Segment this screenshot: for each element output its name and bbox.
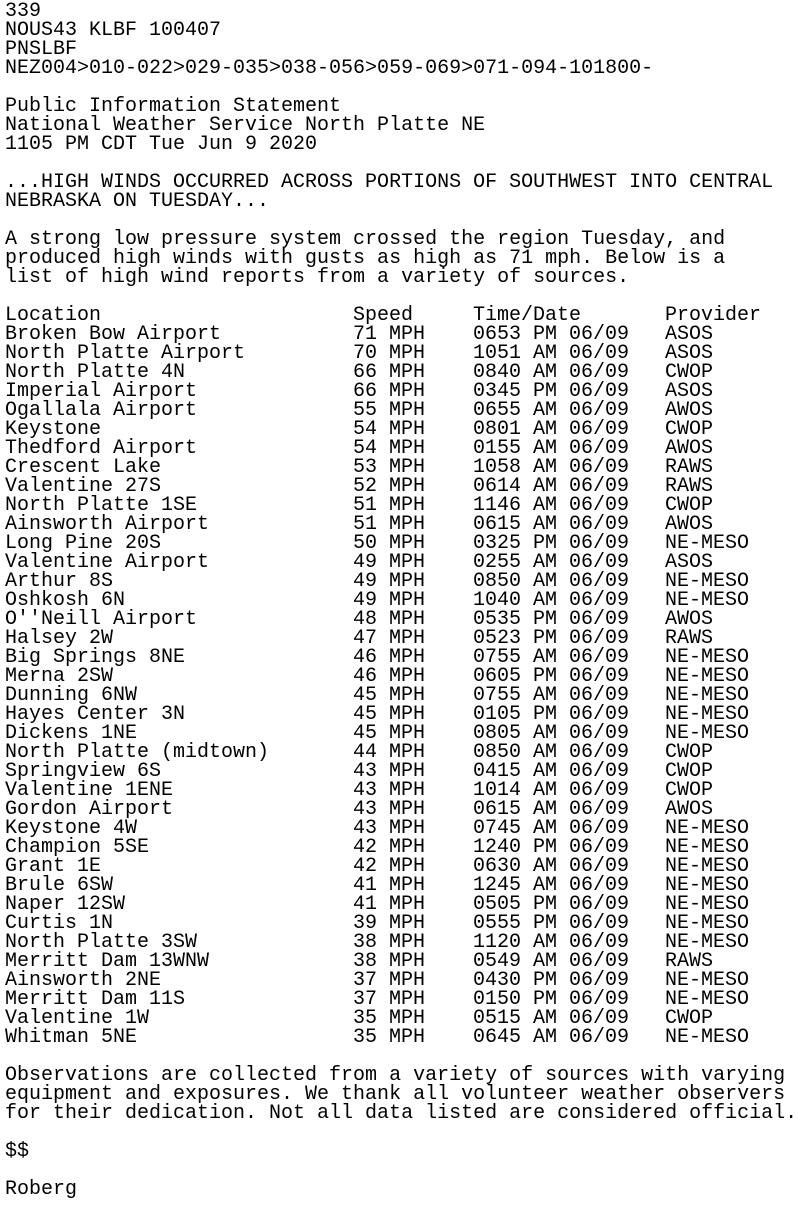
row-provider: NE-MESO xyxy=(665,836,750,859)
row-location: Ogallala Airport xyxy=(5,399,198,422)
row-provider: ASOS xyxy=(665,323,714,346)
row-time-date: 0505 PM 06/09 xyxy=(473,893,630,916)
row-provider: ASOS xyxy=(665,551,714,574)
row-speed: 71 MPH xyxy=(353,323,426,346)
row-time-date: 0615 AM 06/09 xyxy=(473,513,630,536)
row-time-date: 0850 AM 06/09 xyxy=(473,741,630,764)
row-time-date: 0850 AM 06/09 xyxy=(473,570,630,593)
row-provider: AWOS xyxy=(665,513,714,536)
row-speed: 45 MPH xyxy=(353,703,426,726)
row-provider: CWOP xyxy=(665,418,714,441)
product-title: Public Information Statement xyxy=(5,95,342,118)
row-location: North Platte 1SE xyxy=(5,494,198,517)
row-time-date: 0655 AM 06/09 xyxy=(473,399,630,422)
row-location: Dickens 1NE xyxy=(5,722,138,745)
row-time-date: 1051 AM 06/09 xyxy=(473,342,630,365)
row-speed: 46 MPH xyxy=(353,646,426,669)
row-provider: NE-MESO xyxy=(665,684,750,707)
row-speed: 41 MPH xyxy=(353,874,426,897)
row-speed: 43 MPH xyxy=(353,798,426,821)
row-speed: 49 MPH xyxy=(353,570,426,593)
row-speed: 55 MPH xyxy=(353,399,426,422)
header-time-date: Time/Date xyxy=(473,304,582,327)
row-provider: NE-MESO xyxy=(665,988,750,1011)
intro-line-2: produced high winds with gusts as high as 71 mph. Below is a xyxy=(5,247,726,270)
row-location: Ainsworth 2NE xyxy=(5,969,162,992)
row-location: Crescent Lake xyxy=(5,456,162,479)
row-speed: 53 MPH xyxy=(353,456,426,479)
row-time-date: 0755 AM 06/09 xyxy=(473,684,630,707)
row-time-date: 0415 AM 06/09 xyxy=(473,760,630,783)
row-speed: 45 MPH xyxy=(353,722,426,745)
blank-line xyxy=(5,1161,797,1180)
row-time-date: 0840 AM 06/09 xyxy=(473,361,630,384)
row-provider: AWOS xyxy=(665,437,714,460)
sequence-number: 339 xyxy=(5,0,42,23)
row-speed: 47 MPH xyxy=(353,627,426,650)
row-time-date: 0345 PM 06/09 xyxy=(473,380,630,403)
row-time-date: 1146 AM 06/09 xyxy=(473,494,630,517)
awips-id: PNSLBF xyxy=(5,38,78,61)
row-speed: 41 MPH xyxy=(353,893,426,916)
row-speed: 43 MPH xyxy=(353,760,426,783)
row-location: Gordon Airport xyxy=(5,798,174,821)
row-location: Valentine 1ENE xyxy=(5,779,174,802)
row-time-date: 1240 PM 06/09 xyxy=(473,836,630,859)
row-speed: 45 MPH xyxy=(353,684,426,707)
row-provider: NE-MESO xyxy=(665,532,750,555)
row-speed: 54 MPH xyxy=(353,418,426,441)
row-time-date: 0614 AM 06/09 xyxy=(473,475,630,498)
row-location: Keystone xyxy=(5,418,102,441)
row-provider: RAWS xyxy=(665,475,714,498)
row-location: Brule 6SW xyxy=(5,874,114,897)
row-time-date: 0555 PM 06/09 xyxy=(473,912,630,935)
row-time-date: 0155 AM 06/09 xyxy=(473,437,630,460)
row-time-date: 1014 AM 06/09 xyxy=(473,779,630,802)
issue-time: 1105 PM CDT Tue Jun 9 2020 xyxy=(5,133,318,156)
row-time-date: 0535 PM 06/09 xyxy=(473,608,630,631)
row-provider: NE-MESO xyxy=(665,703,750,726)
issuing-office: National Weather Service North Platte NE xyxy=(5,114,486,137)
row-time-date: 0523 PM 06/09 xyxy=(473,627,630,650)
row-speed: 52 MPH xyxy=(353,475,426,498)
row-speed: 42 MPH xyxy=(353,836,426,859)
row-provider: NE-MESO xyxy=(665,874,750,897)
row-speed: 49 MPH xyxy=(353,551,426,574)
row-provider: NE-MESO xyxy=(665,855,750,878)
intro-line-1: A strong low pressure system crossed the region Tuesday, and xyxy=(5,228,726,251)
header-provider: Provider xyxy=(665,304,762,327)
row-location: Long Pine 20S xyxy=(5,532,162,555)
row-time-date: 0801 AM 06/09 xyxy=(473,418,630,441)
row-time-date: 1040 AM 06/09 xyxy=(473,589,630,612)
row-provider: ASOS xyxy=(665,380,714,403)
row-location: Ainsworth Airport xyxy=(5,513,210,536)
row-provider: NE-MESO xyxy=(665,646,750,669)
row-location: Hayes Center 3N xyxy=(5,703,186,726)
row-provider: CWOP xyxy=(665,361,714,384)
row-location: North Platte Airport xyxy=(5,342,246,365)
row-location: Big Springs 8NE xyxy=(5,646,186,669)
row-time-date: 0653 PM 06/09 xyxy=(473,323,630,346)
row-provider: CWOP xyxy=(665,741,714,764)
row-location: Valentine 27S xyxy=(5,475,162,498)
row-speed: 37 MPH xyxy=(353,988,426,1011)
row-location: Grant 1E xyxy=(5,855,102,878)
row-provider: NE-MESO xyxy=(665,1026,750,1049)
row-speed: 42 MPH xyxy=(353,855,426,878)
row-provider: NE-MESO xyxy=(665,912,750,935)
row-time-date: 1245 AM 06/09 xyxy=(473,874,630,897)
row-speed: 46 MPH xyxy=(353,665,426,688)
product-text xyxy=(5,2,797,1199)
row-location: Dunning 6NW xyxy=(5,684,138,707)
row-speed: 54 MPH xyxy=(353,437,426,460)
row-provider: RAWS xyxy=(665,950,714,973)
row-time-date: 0549 AM 06/09 xyxy=(473,950,630,973)
row-time-date: 0255 AM 06/09 xyxy=(473,551,630,574)
row-provider: NE-MESO xyxy=(665,589,750,612)
row-speed: 38 MPH xyxy=(353,931,426,954)
row-location: Valentine 1W xyxy=(5,1007,150,1030)
row-provider: CWOP xyxy=(665,1007,714,1030)
row-time-date: 0430 PM 06/09 xyxy=(473,969,630,992)
row-location: North Platte (midtown) xyxy=(5,741,270,764)
row-provider: AWOS xyxy=(665,798,714,821)
row-location: North Platte 3SW xyxy=(5,931,198,954)
footer-line-2: equipment and exposures. We thank all volunteer weather observers xyxy=(5,1083,786,1106)
row-location: Springview 6S xyxy=(5,760,162,783)
row-location: Merna 2SW xyxy=(5,665,114,688)
header-location: Location xyxy=(5,304,102,327)
footer-line-1: Observations are collected from a variety of sources with varying xyxy=(5,1064,786,1087)
row-speed: 51 MPH xyxy=(353,513,426,536)
row-time-date: 0645 AM 06/09 xyxy=(473,1026,630,1049)
row-speed: 66 MPH xyxy=(353,380,426,403)
row-location: Broken Bow Airport xyxy=(5,323,222,346)
row-speed: 48 MPH xyxy=(353,608,426,631)
row-time-date: 0745 AM 06/09 xyxy=(473,817,630,840)
row-speed: 43 MPH xyxy=(353,779,426,802)
header-speed: Speed xyxy=(353,304,414,327)
row-provider: NE-MESO xyxy=(665,893,750,916)
row-speed: 39 MPH xyxy=(353,912,426,935)
row-time-date: 1058 AM 06/09 xyxy=(473,456,630,479)
row-location: Oshkosh 6N xyxy=(5,589,126,612)
row-location: Halsey 2W xyxy=(5,627,114,650)
row-location: Thedford Airport xyxy=(5,437,198,460)
row-location: Whitman 5NE xyxy=(5,1026,138,1049)
row-speed: 44 MPH xyxy=(353,741,426,764)
row-speed: 51 MPH xyxy=(353,494,426,517)
row-time-date: 0615 AM 06/09 xyxy=(473,798,630,821)
row-speed: 43 MPH xyxy=(353,817,426,840)
blank-line xyxy=(5,1123,797,1142)
row-location: Champion 5SE xyxy=(5,836,150,859)
row-provider: NE-MESO xyxy=(665,969,750,992)
row-provider: NE-MESO xyxy=(665,665,750,688)
headline-line-1: ...HIGH WINDS OCCURRED ACROSS PORTIONS OF SOUTHWEST INTO CENTRAL xyxy=(5,171,774,194)
row-time-date: 0515 AM 06/09 xyxy=(473,1007,630,1030)
headline-line-2: NEBRASKA ON TUESDAY... xyxy=(5,190,270,213)
row-location: O''Neill Airport xyxy=(5,608,198,631)
row-speed: 38 MPH xyxy=(353,950,426,973)
forecaster-signature: Roberg xyxy=(5,1178,78,1201)
row-location: Keystone 4W xyxy=(5,817,138,840)
row-location: Imperial Airport xyxy=(5,380,198,403)
row-time-date: 0150 PM 06/09 xyxy=(473,988,630,1011)
row-time-date: 0755 AM 06/09 xyxy=(473,646,630,669)
wind-report-rows xyxy=(5,325,797,1047)
row-time-date: 0805 AM 06/09 xyxy=(473,722,630,745)
row-time-date: 0325 PM 06/09 xyxy=(473,532,630,555)
row-provider: CWOP xyxy=(665,494,714,517)
row-provider: NE-MESO xyxy=(665,570,750,593)
row-location: Merritt Dam 11S xyxy=(5,988,186,1011)
row-time-date: 0605 PM 06/09 xyxy=(473,665,630,688)
row-speed: 50 MPH xyxy=(353,532,426,555)
row-speed: 35 MPH xyxy=(353,1026,426,1049)
row-provider: NE-MESO xyxy=(665,817,750,840)
row-location: North Platte 4N xyxy=(5,361,186,384)
row-speed: 70 MPH xyxy=(353,342,426,365)
row-provider: NE-MESO xyxy=(665,931,750,954)
row-location: Valentine Airport xyxy=(5,551,210,574)
row-speed: 66 MPH xyxy=(353,361,426,384)
row-location: Naper 12SW xyxy=(5,893,126,916)
row-speed: 37 MPH xyxy=(353,969,426,992)
footer-line-3: for their dedication. Not all data listed are considered official. xyxy=(5,1102,798,1125)
row-provider: NE-MESO xyxy=(665,722,750,745)
row-provider: RAWS xyxy=(665,627,714,650)
row-provider: ASOS xyxy=(665,342,714,365)
row-location: Curtis 1N xyxy=(5,912,114,935)
row-speed: 49 MPH xyxy=(353,589,426,612)
row-location: Arthur 8S xyxy=(5,570,114,593)
row-time-date: 0630 AM 06/09 xyxy=(473,855,630,878)
row-location: Merritt Dam 13WNW xyxy=(5,950,210,973)
intro-line-3: list of high wind reports from a variety of sources. xyxy=(5,266,630,289)
row-time-date: 1120 AM 06/09 xyxy=(473,931,630,954)
row-provider: CWOP xyxy=(665,760,714,783)
row-time-date: 0105 PM 06/09 xyxy=(473,703,630,726)
end-marker: $$ xyxy=(5,1140,30,1163)
ugc-zones: NEZ004>010-022>029-035>038-056>059-069>071-094-101800- xyxy=(5,57,654,80)
row-provider: AWOS xyxy=(665,608,714,631)
wmo-header: NOUS43 KLBF 100407 xyxy=(5,19,222,42)
row-provider: CWOP xyxy=(665,779,714,802)
row-provider: AWOS xyxy=(665,399,714,422)
row-provider: RAWS xyxy=(665,456,714,479)
row-speed: 35 MPH xyxy=(353,1007,426,1030)
table-row xyxy=(5,1028,797,1047)
